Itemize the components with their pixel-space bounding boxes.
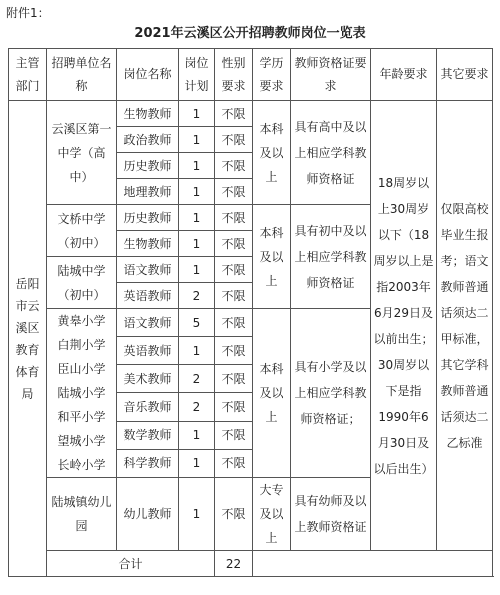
total-blank <box>253 551 493 577</box>
position-cell: 生物教师 <box>117 231 179 257</box>
position-cell: 历史教师 <box>117 205 179 231</box>
qualification-cell: 具有高中及以上相应学科教师资格证 <box>291 101 371 205</box>
gender-cell: 不限 <box>215 283 253 309</box>
dept-cell: 岳阳市云溪区教育体育局 <box>9 101 47 577</box>
position-cell: 音乐教师 <box>117 393 179 421</box>
education-cell: 本科及以上 <box>253 101 291 205</box>
plan-cell: 2 <box>179 393 215 421</box>
plan-cell: 1 <box>179 101 215 127</box>
position-cell: 数学教师 <box>117 421 179 449</box>
unit-cell: 云溪区第一中学（高中） <box>47 101 117 205</box>
qualification-cell: 具有幼师及以上教师资格证 <box>291 478 371 551</box>
total-value: 22 <box>215 551 253 577</box>
gender-cell: 不限 <box>215 421 253 449</box>
unit-name: 黄皋小学 <box>57 314 106 328</box>
header-row <box>9 49 493 101</box>
gender-cell: 不限 <box>215 101 253 127</box>
header-gender: 性别要求 <box>215 49 253 101</box>
plan-cell: 1 <box>179 153 215 179</box>
unit-name: 望城小学 <box>57 434 106 448</box>
unit-cell-primary <box>47 309 117 478</box>
unit-name: 和平小学 <box>57 410 106 424</box>
unit-name: 陆城小学 <box>57 386 106 400</box>
education-cell: 本科及以上 <box>253 309 291 478</box>
plan-cell: 2 <box>179 365 215 393</box>
plan-cell: 1 <box>179 421 215 449</box>
header-dept: 主管部门 <box>9 49 47 101</box>
gender-cell: 不限 <box>215 257 253 283</box>
gender-cell: 不限 <box>215 179 253 205</box>
gender-cell: 不限 <box>215 127 253 153</box>
plan-cell: 1 <box>179 257 215 283</box>
unit-name: 白荆小学 <box>57 338 106 352</box>
age-requirement-cell: 18周岁以上30周岁以下（18周岁以上是指2003年6月29日及以前出生；30周岁以下是指1990年6月30日及以后出生） <box>371 101 437 551</box>
header-other: 其它要求 <box>437 49 493 101</box>
total-label: 合计 <box>47 551 215 577</box>
gender-cell: 不限 <box>215 478 253 551</box>
unit-cell: 陆城中学（初中） <box>47 257 117 309</box>
gender-cell: 不限 <box>215 205 253 231</box>
position-cell: 地理教师 <box>117 179 179 205</box>
plan-cell: 1 <box>179 179 215 205</box>
plan-cell: 2 <box>179 283 215 309</box>
gender-cell: 不限 <box>215 309 253 337</box>
page-title: 2021年云溪区公开招聘教师岗位一览表 <box>134 26 366 41</box>
unit-cell: 文桥中学（初中） <box>47 205 117 257</box>
unit-cell: 陆城镇幼儿园 <box>47 478 117 551</box>
position-cell: 英语教师 <box>117 337 179 365</box>
qualification-cell: 具有小学及以上相应学科教师资格证； <box>291 309 371 478</box>
plan-cell: 5 <box>179 309 215 337</box>
plan-cell: 1 <box>179 205 215 231</box>
header-age: 年龄要求 <box>371 49 437 101</box>
header-position: 岗位名称 <box>117 49 179 101</box>
position-cell: 语文教师 <box>117 309 179 337</box>
qualification-cell: 具有初中及以上相应学科教师资格证 <box>291 205 371 309</box>
position-cell: 政治教师 <box>117 127 179 153</box>
total-row <box>9 551 493 577</box>
position-cell: 历史教师 <box>117 153 179 179</box>
position-cell: 语文教师 <box>117 257 179 283</box>
plan-cell: 1 <box>179 231 215 257</box>
education-cell: 大专及以上 <box>253 478 291 551</box>
gender-cell: 不限 <box>215 153 253 179</box>
plan-cell: 1 <box>179 127 215 153</box>
gender-cell: 不限 <box>215 365 253 393</box>
unit-name: 长岭小学 <box>57 458 106 472</box>
gender-cell: 不限 <box>215 393 253 421</box>
table-row <box>9 101 493 127</box>
other-requirement-cell: 仅限高校毕业生报考；语文教师普通话须达二甲标准，其它学科教师普通话须达二乙标准 <box>437 101 493 551</box>
position-cell: 生物教师 <box>117 101 179 127</box>
header-unit: 招聘单位名称 <box>47 49 117 101</box>
header-education: 学历要求 <box>253 49 291 101</box>
positions-table <box>8 48 493 577</box>
gender-cell: 不限 <box>215 449 253 477</box>
position-cell: 美术教师 <box>117 365 179 393</box>
header-qualification: 教师资格证要求 <box>291 49 371 101</box>
gender-cell: 不限 <box>215 231 253 257</box>
plan-cell: 1 <box>179 478 215 551</box>
plan-cell: 1 <box>179 449 215 477</box>
attachment-label: 附件1： <box>6 6 50 20</box>
unit-name: 臣山小学 <box>57 362 106 376</box>
position-cell: 科学教师 <box>117 449 179 477</box>
gender-cell: 不限 <box>215 337 253 365</box>
header-plan: 岗位计划 <box>179 49 215 101</box>
education-cell: 本科及以上 <box>253 205 291 309</box>
plan-cell: 1 <box>179 337 215 365</box>
position-cell: 幼儿教师 <box>117 478 179 551</box>
position-cell: 英语教师 <box>117 283 179 309</box>
